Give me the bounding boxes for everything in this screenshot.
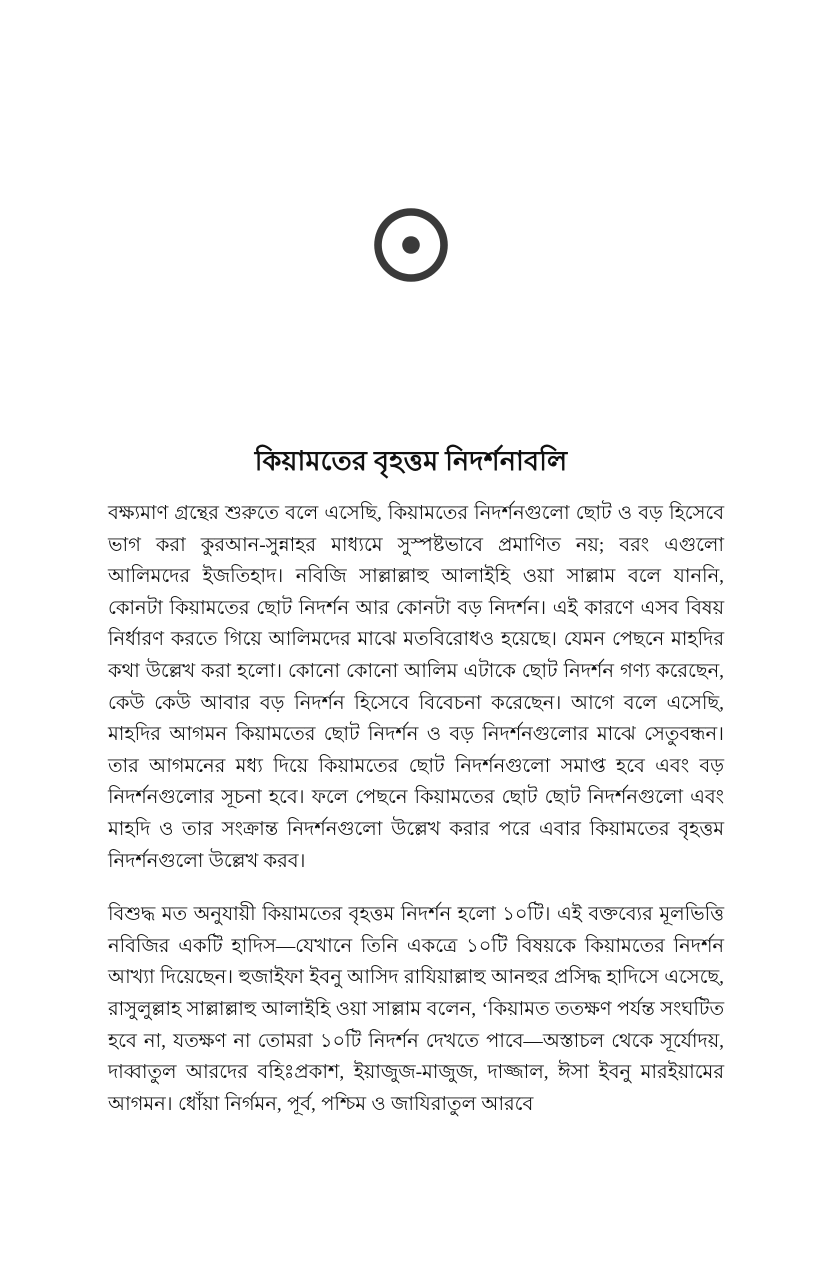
page-title: কিয়ামতের বৃহত্তম নিদর্শনাবলি xyxy=(254,446,568,477)
body-paragraph-2: বিশুদ্ধ মত অনুযায়ী কিয়ামতের বৃহত্তম নিদর্শন হলো ১০টি। এই বক্তব্যের মূলভিত্তি নবিজির একটি হাদিস—যেখানে তিনি একত্রে ১০টি বিষয়কে কিয়ামতের নিদর্শন আখ্যা দিয়েছেন। হুজাইফা ইবনু আসিদ রাযিয়াল্লাহু আনহুর প্রসিদ্ধ হাদিসে এসেছে, রাসুলুল্লাহ সাল্লাল্লাহু আলাইহি ওয়া সাল্লাম বলেন, ‘কিয়ামত ততক্ষণ পর্যন্ত সংঘটিত হবে না, যতক্ষণ না তোমরা ১০টি নিদর্শন দেখতে পাবে—অস্তাচল থেকে সূর্যোদয়, দাব্বাতুল আরদের বহিঃপ্রকাশ, ইয়াজুজ-মাজুজ, দাজ্জাল, ঈসা ইবনু মারইয়ামের আগমন। ধোঁয়া নির্গমন, পূর্ব, পশ্চিম ও জাযিরাতুল আরবে xyxy=(108,904,724,1115)
body-paragraph-1: বক্ষ্যমাণ গ্রন্থের শুরুতে বলে এসেছি, কিয়ামতের নিদর্শনগুলো ছোট ও বড় হিসেবে ভাগ করা কুরআন-সুন্নাহর মাধ্যমে সুস্পষ্টভাবে প্রমাণিত নয়; বরং এগুলো আলিমদের ইজতিহাদ। নবিজি সাল্লাল্লাহু আলাইহি ওয়া সাল্লাম বলে যাননি, কোনটা কিয়ামতের ছোট নিদর্শন আর কোনটা বড় নিদর্শন। এই কারণে এসব বিষয় নির্ধারণ করতে গিয়ে আলিমদের মাঝে মতবিরোধও হয়েছে। যেমন পেছনে মাহদির কথা উল্লেখ করা হলো। কোনো কোনো আলিম এটাকে ছোট নিদর্শন গণ্য করেছেন, কেউ কেউ আবার বড় নিদর্শন হিসেবে বিবেচনা করেছেন। আগে বলে এসেছি, মাহদির আগমন কিয়ামতের ছোট নিদর্শন ও বড় নিদর্শনগুলোর মাঝে সেতুবন্ধন। তার আগমনের মধ্য দিয়ে কিয়ামতের ছোট নিদর্শনগুলো সমাপ্ত হবে এবং বড় নিদর্শনগুলোর সূচনা হবে। ফলে পেছনে কিয়ামতের ছোট ছোট নিদর্শনগুলো এবং মাহদি ও তার সংক্রান্ত নিদর্শনগুলো উল্লেখ করার পরে এবার কিয়ামতের বৃহত্তম নিদর্শনগুলো উল্লেখ করব। xyxy=(108,503,724,872)
ornament-container xyxy=(0,205,822,285)
floral-rosette-ornament xyxy=(371,205,451,285)
body-text-block xyxy=(108,498,724,1120)
